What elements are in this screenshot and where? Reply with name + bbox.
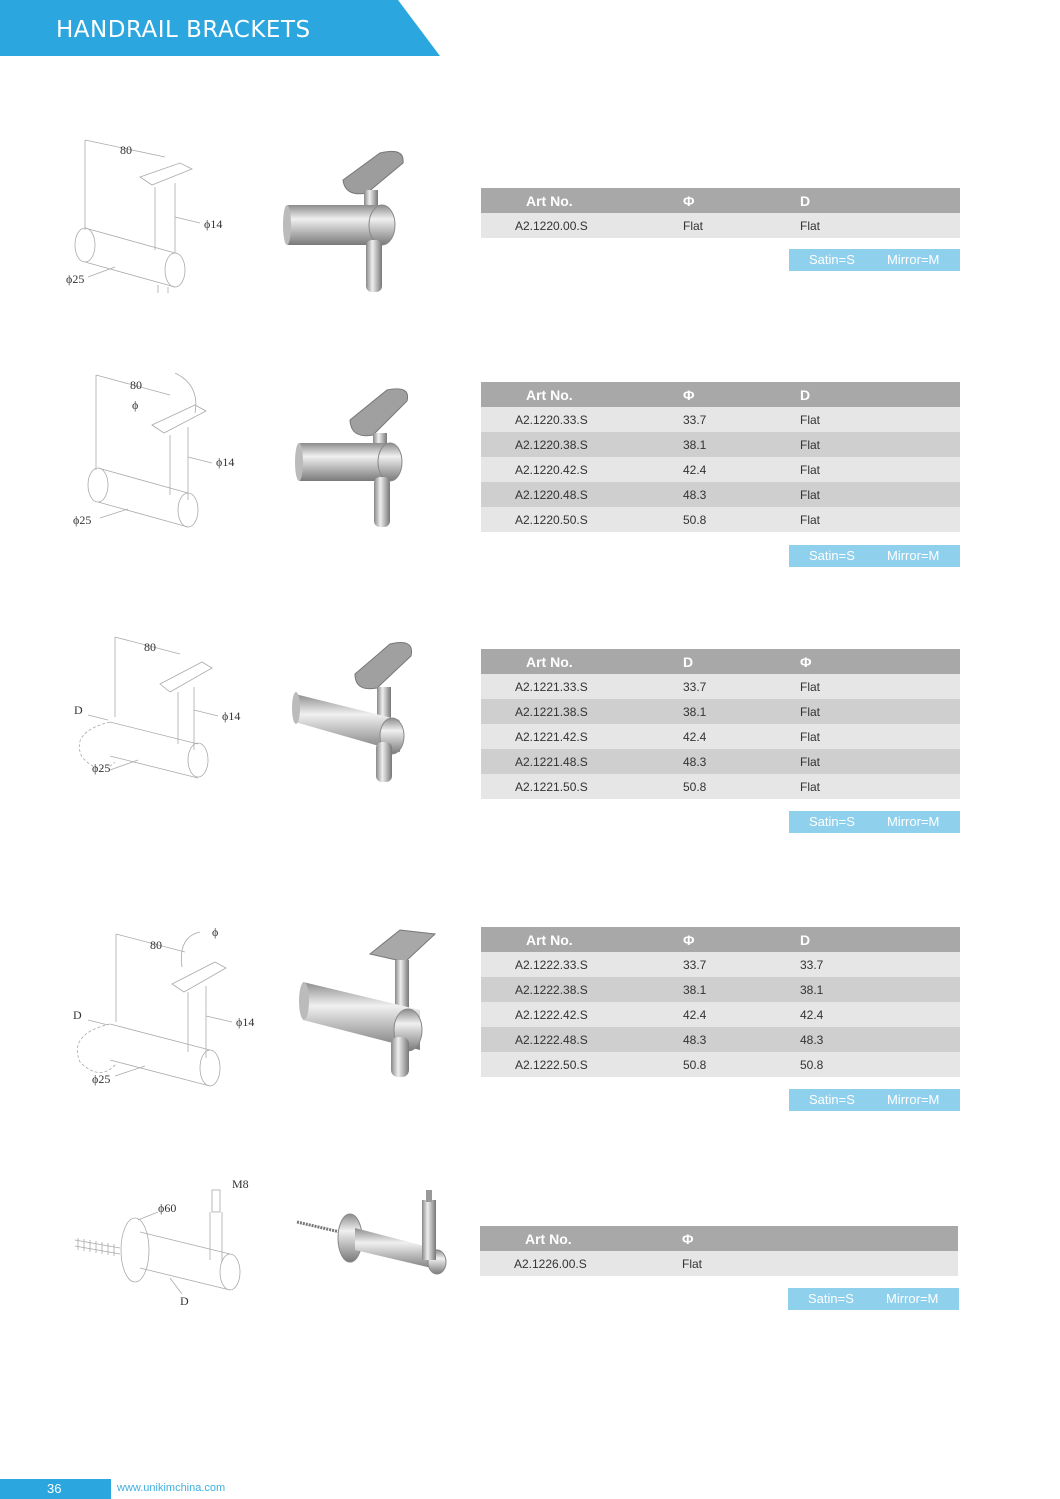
website-link[interactable]: www.unikimchina.com — [117, 1482, 226, 1494]
table-cell: 48.3 — [683, 482, 800, 507]
finish-mirror: Mirror=M — [887, 548, 940, 563]
table-cell: 50.8 — [683, 1052, 800, 1077]
page-title: HANDRAIL BRACKETS — [56, 17, 311, 43]
spec-table-4 — [481, 927, 960, 1077]
table-cell: A2.1222.48.S — [481, 1027, 683, 1052]
drawing-label: 80 — [150, 938, 162, 952]
technical-drawing-4 — [60, 912, 260, 1092]
table-cell: A2.1221.42.S — [481, 724, 683, 749]
drawing-label: ϕ60 — [158, 1201, 177, 1215]
table-cell: A2.1222.50.S — [481, 1052, 683, 1077]
table-row — [481, 482, 960, 507]
table-cell: Flat — [682, 1251, 958, 1276]
drawing-label: D — [73, 1008, 82, 1022]
table-cell: Flat — [800, 457, 960, 482]
drawing-label: ϕ14 — [222, 709, 241, 723]
table-cell: 48.3 — [800, 1027, 960, 1052]
table-cell: A2.1222.33.S — [481, 952, 683, 977]
column-header: D — [800, 188, 960, 213]
finish-satin: Satin=S — [809, 1092, 855, 1107]
spec-table-5 — [480, 1226, 958, 1276]
column-header: Φ — [682, 1226, 958, 1251]
table-cell: A2.1220.00.S — [481, 213, 683, 238]
page-number: 36 — [47, 1481, 62, 1496]
table-cell: 48.3 — [683, 1027, 800, 1052]
table-cell: 42.4 — [800, 1002, 960, 1027]
table-row — [481, 1027, 960, 1052]
finish-mirror: Mirror=M — [887, 1092, 940, 1107]
table-row — [481, 457, 960, 482]
column-header: D — [800, 927, 960, 952]
table-cell: 42.4 — [683, 457, 800, 482]
product-photo-4 — [275, 912, 440, 1087]
table-row — [481, 407, 960, 432]
table-row — [481, 977, 960, 1002]
finish-legend — [789, 811, 960, 833]
spec-table-1 — [481, 188, 960, 238]
table-cell: A2.1220.48.S — [481, 482, 683, 507]
finish-satin: Satin=S — [808, 1291, 854, 1306]
product-photo-2 — [275, 365, 425, 535]
drawing-label: 80 — [130, 378, 142, 392]
table-cell: 38.1 — [683, 977, 800, 1002]
technical-drawing-2 — [60, 365, 250, 540]
table-cell: Flat — [800, 724, 960, 749]
table-cell: A2.1221.50.S — [481, 774, 683, 799]
column-header: Φ — [800, 649, 960, 674]
table-cell: Flat — [800, 699, 960, 724]
table-cell: A2.1221.33.S — [481, 674, 683, 699]
table-cell: 48.3 — [683, 749, 800, 774]
drawing-label: 80 — [144, 640, 156, 654]
drawing-label: ϕ — [212, 925, 219, 939]
table-cell: Flat — [800, 507, 960, 532]
table-cell: Flat — [800, 482, 960, 507]
column-header: Art No. — [481, 382, 683, 407]
finish-legend — [789, 545, 960, 567]
table-row — [481, 724, 960, 749]
product-photo-1 — [275, 135, 425, 300]
spec-table-3 — [481, 649, 960, 799]
table-cell: Flat — [800, 432, 960, 457]
table-cell: 38.1 — [683, 699, 800, 724]
column-header: Φ — [683, 188, 800, 213]
finish-mirror: Mirror=M — [887, 814, 940, 829]
table-row — [481, 749, 960, 774]
table-cell: Flat — [800, 674, 960, 699]
table-row — [481, 699, 960, 724]
table-cell: 50.8 — [683, 507, 800, 532]
drawing-label: ϕ14 — [216, 455, 235, 469]
technical-drawing-3 — [60, 632, 250, 792]
table-cell: 33.7 — [800, 952, 960, 977]
table-cell: 42.4 — [683, 724, 800, 749]
product-photo-3 — [275, 632, 425, 787]
table-cell: 33.7 — [683, 952, 800, 977]
table-row — [481, 1052, 960, 1077]
table-row — [480, 1251, 958, 1276]
drawing-label: M8 — [232, 1177, 249, 1191]
column-header: Art No. — [481, 927, 683, 952]
column-header: D — [800, 382, 960, 407]
finish-legend — [789, 1089, 960, 1111]
column-header: Art No. — [481, 188, 683, 213]
table-cell: A2.1220.50.S — [481, 507, 683, 532]
table-cell: A2.1221.38.S — [481, 699, 683, 724]
drawing-label: 80 — [120, 143, 132, 157]
table-cell: 33.7 — [683, 674, 800, 699]
column-header: Φ — [683, 382, 800, 407]
drawing-label: ϕ — [132, 398, 139, 412]
table-row — [481, 774, 960, 799]
column-header: Art No. — [480, 1226, 682, 1251]
table-cell: A2.1221.48.S — [481, 749, 683, 774]
table-cell: A2.1220.42.S — [481, 457, 683, 482]
table-row — [481, 507, 960, 532]
finish-mirror: Mirror=M — [886, 1291, 939, 1306]
drawing-label: ϕ25 — [73, 513, 92, 527]
finish-satin: Satin=S — [809, 814, 855, 829]
table-cell: 50.8 — [683, 774, 800, 799]
drawing-label: ϕ14 — [204, 217, 223, 231]
table-row — [481, 952, 960, 977]
table-cell: Flat — [800, 213, 960, 238]
table-cell: A2.1222.42.S — [481, 1002, 683, 1027]
technical-drawing-5 — [60, 1170, 260, 1315]
table-cell: A2.1222.38.S — [481, 977, 683, 1002]
drawing-label: ϕ25 — [92, 761, 111, 775]
table-row — [481, 213, 960, 238]
finish-satin: Satin=S — [809, 548, 855, 563]
table-row — [481, 432, 960, 457]
table-row — [481, 674, 960, 699]
drawing-label: D — [180, 1294, 189, 1308]
finish-legend — [788, 1288, 959, 1310]
table-row — [481, 1002, 960, 1027]
table-cell: Flat — [800, 407, 960, 432]
finish-satin: Satin=S — [809, 252, 855, 267]
drawing-label: ϕ14 — [236, 1015, 255, 1029]
table-cell: A2.1220.38.S — [481, 432, 683, 457]
table-cell: 38.1 — [800, 977, 960, 1002]
table-cell: Flat — [800, 774, 960, 799]
drawing-label: ϕ25 — [92, 1072, 111, 1086]
column-header: Φ — [683, 927, 800, 952]
table-cell: 42.4 — [683, 1002, 800, 1027]
spec-table-2 — [481, 382, 960, 532]
table-cell: Flat — [683, 213, 800, 238]
drawing-label: D — [74, 703, 83, 717]
table-cell: 50.8 — [800, 1052, 960, 1077]
table-cell: Flat — [800, 749, 960, 774]
column-header: D — [683, 649, 800, 674]
column-header: Art No. — [481, 649, 683, 674]
product-photo-5 — [295, 1170, 475, 1295]
finish-legend — [789, 249, 960, 271]
table-cell: A2.1226.00.S — [480, 1251, 682, 1276]
drawing-label: ϕ25 — [66, 272, 85, 286]
technical-drawing-1 — [60, 135, 250, 305]
table-cell: A2.1220.33.S — [481, 407, 683, 432]
footer-band — [0, 1479, 111, 1499]
finish-mirror: Mirror=M — [887, 252, 940, 267]
table-cell: 38.1 — [683, 432, 800, 457]
table-cell: 33.7 — [683, 407, 800, 432]
